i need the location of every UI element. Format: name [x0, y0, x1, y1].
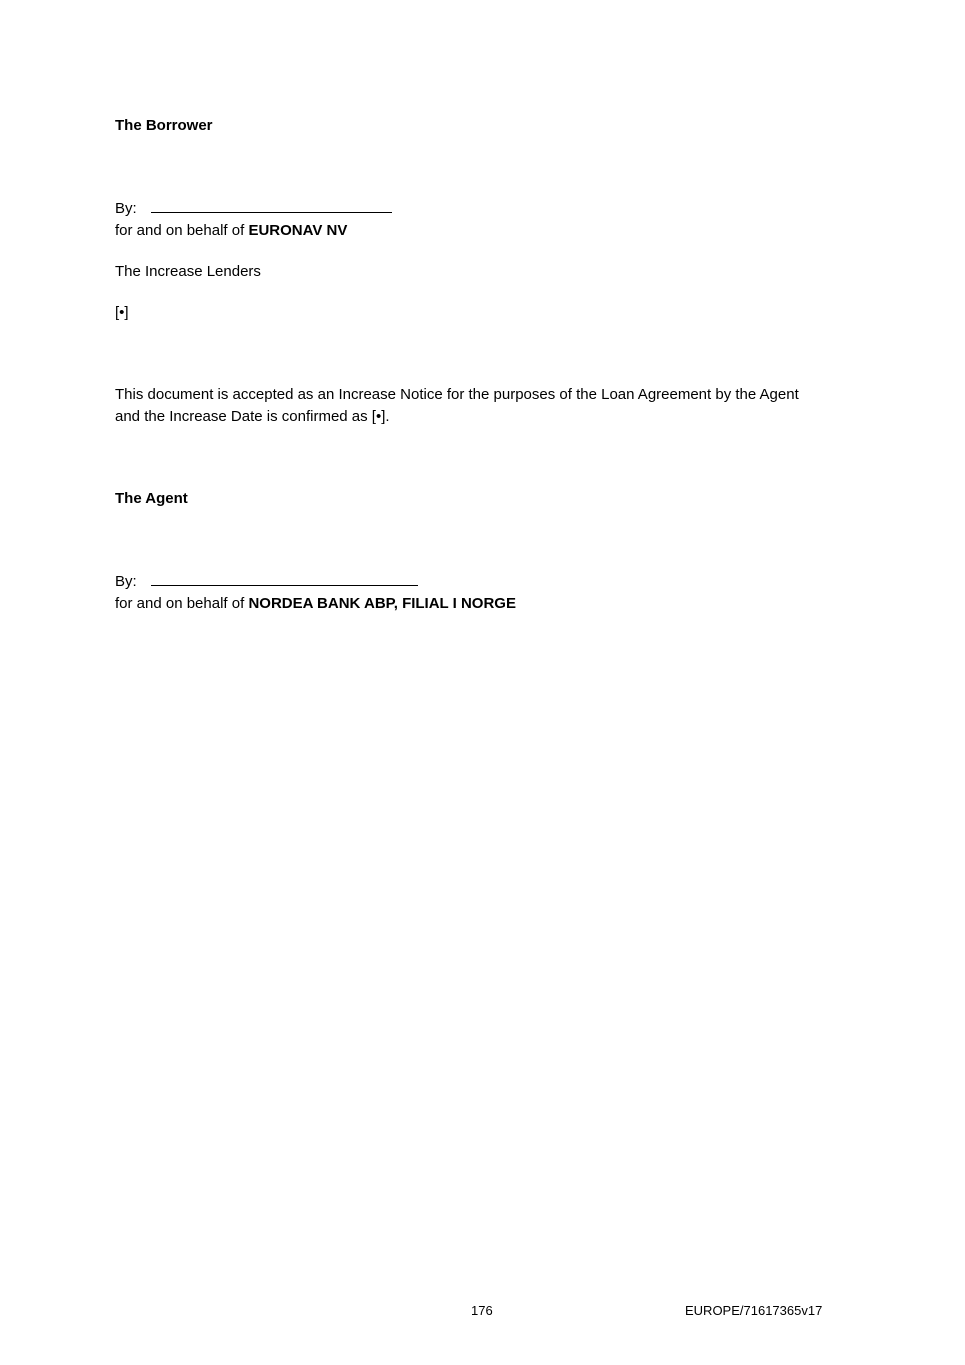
- agent-entity: NORDEA BANK ABP, FILIAL I NORGE: [248, 595, 516, 612]
- borrower-by-label: By:: [115, 200, 137, 217]
- agent-heading: The Agent: [115, 490, 188, 507]
- borrower-signature-row: [115, 198, 392, 220]
- borrower-behalf-prefix: for and on behalf of: [115, 222, 249, 239]
- agent-signature-row: [115, 571, 418, 593]
- page-number: 176: [471, 1303, 493, 1318]
- acceptance-line-1: This document is accepted as an Increase Notice for the purposes of the Loan Agreement by the Agent: [115, 386, 799, 403]
- borrower-heading: The Borrower: [115, 117, 213, 134]
- borrower-signature-line: [151, 198, 392, 213]
- agent-behalf-prefix: for and on behalf of: [115, 595, 249, 612]
- increase-lenders-heading: The Increase Lenders: [115, 263, 261, 280]
- increase-lenders-placeholder: [•]: [115, 304, 129, 321]
- agent-behalf: [115, 593, 516, 615]
- agent-by-label: By:: [115, 573, 137, 590]
- borrower-entity: EURONAV NV: [248, 222, 348, 239]
- acceptance-line-2: and the Increase Date is confirmed as [•].: [115, 408, 390, 425]
- borrower-behalf: [115, 220, 347, 242]
- document-reference: EUROPE/71617365v17: [685, 1303, 823, 1318]
- agent-signature-line: [151, 571, 418, 586]
